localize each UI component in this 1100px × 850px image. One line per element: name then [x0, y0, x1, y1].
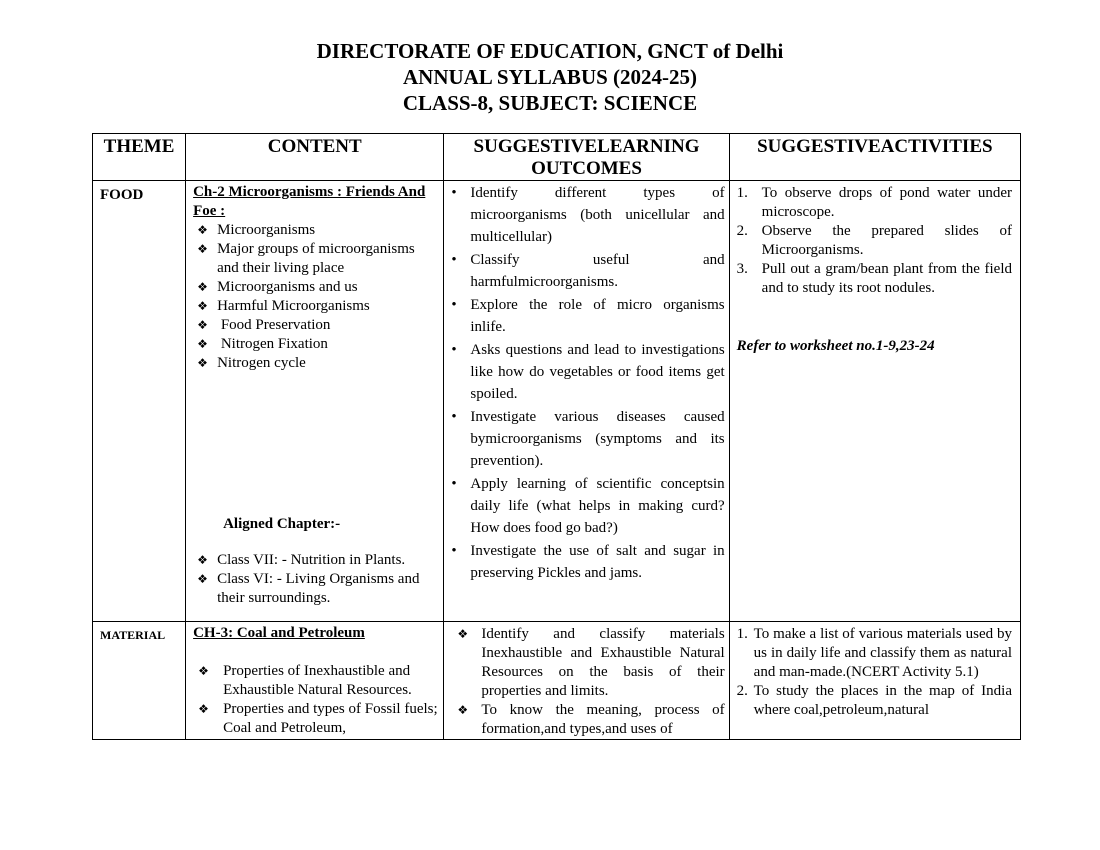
content-cell [186, 181, 444, 622]
diamond-bullet-icon: ❖ [197, 318, 208, 332]
list-item: ❖ Identify and classify materials Inexhaustible and Exhaustible Natural Resources on the basis of their properties and limits. [457, 626, 725, 699]
bullet-icon: • [451, 252, 457, 268]
activities-list [730, 184, 1020, 298]
bullet-icon: • [451, 543, 457, 559]
diamond-bullet-icon: ❖ [457, 627, 469, 641]
list-item: 2. Observe the prepared slides of Microorganisms. [736, 223, 1012, 258]
list-item: ❖ Properties of Inexhaustible and Exhaustible Natural Resources. [198, 663, 412, 698]
worksheet-reference: Refer to worksheet no.1-9,23-24 [736, 338, 935, 354]
aligned-chapter-list [186, 551, 443, 608]
syllabus-table [92, 133, 1021, 740]
outcomes-cell [444, 622, 729, 740]
table-row-material [93, 622, 1021, 740]
diamond-bullet-icon: ❖ [197, 223, 208, 237]
table-header-row [93, 134, 1021, 181]
bullet-icon: • [451, 297, 457, 313]
column-header-content: CONTENT [186, 134, 444, 181]
list-item: ❖ Nitrogen cycle [197, 355, 306, 371]
theme-cell: FOOD [93, 181, 186, 622]
list-item: • Investigate the use of salt and sugar in preserving Pickles and jams. [444, 540, 724, 584]
list-item: • Apply learning of scientific conceptsin daily life (what helps in making curd? How does food go bad?) [444, 473, 724, 539]
list-item: ❖ Class VII: - Nutrition in Plants. [197, 552, 406, 568]
list-item: 3. Pull out a gram/bean plant from the field and to study its root nodules. [736, 261, 1012, 296]
diamond-bullet-icon: ❖ [197, 242, 208, 256]
column-header-outcomes: SUGGESTIVELEARNING OUTCOMES [444, 134, 729, 181]
bullet-icon: • [451, 409, 457, 425]
diamond-bullet-icon: ❖ [197, 299, 208, 313]
column-header-theme: THEME [93, 134, 186, 181]
bullet-icon: • [451, 342, 457, 358]
diamond-bullet-icon: ❖ [197, 280, 208, 294]
bullet-icon: • [451, 476, 457, 492]
outcomes-cell [444, 181, 729, 622]
theme-cell: MATERIAL [93, 622, 186, 740]
header-annual-syllabus: ANNUAL SYLLABUS (2024-25) [402, 65, 698, 89]
list-item: • Explore the role of micro organisms inlife. [444, 294, 724, 338]
content-cell [186, 622, 444, 740]
list-item: ❖ Microorganisms and us [197, 279, 358, 295]
header-class-subject: CLASS-8, SUBJECT: SCIENCE [402, 91, 698, 115]
diamond-bullet-icon: ❖ [197, 337, 208, 351]
list-item: • Investigate various diseases caused bymicroorganisms (symptoms and its prevention). [444, 406, 724, 472]
diamond-bullet-icon: ❖ [197, 356, 208, 370]
content-list [186, 662, 443, 738]
list-item: • Asks questions and lead to investigations like how do vegetables or food items get spoiled. [444, 339, 724, 405]
activities-list [730, 625, 1020, 720]
list-item: ❖ Class VI: - Living Organisms and their surroundings. [197, 571, 420, 606]
diamond-bullet-icon: ❖ [457, 703, 469, 717]
list-item: ❖ Nitrogen Fixation [197, 336, 328, 352]
chapter-title: Ch-2 Microorganisms : Friends And Foe : [193, 184, 426, 219]
table-row-food [93, 181, 1021, 622]
list-item: ❖ To know the meaning, process of formation,and types,and uses of [457, 702, 725, 737]
diamond-bullet-icon: ❖ [198, 664, 209, 678]
list-item: ❖ Microorganisms [197, 222, 316, 238]
activities-cell [729, 622, 1020, 740]
list-item: 1. To observe drops of pond water under microscope. [736, 185, 1012, 220]
header-directorate: DIRECTORATE OF EDUCATION, GNCT of Delhi [316, 39, 784, 63]
list-item: 2. To study the places in the map of India where coal,petroleum,natural [736, 683, 1012, 718]
diamond-bullet-icon: ❖ [198, 702, 209, 716]
list-item: • Identify different types of microorganisms (both unicellular and multicellular) [444, 182, 724, 248]
outcomes-list [444, 625, 728, 739]
list-item: ❖ Major groups of microorganisms and their living place [197, 241, 415, 276]
column-header-activities: SUGGESTIVEACTIVITIES [729, 134, 1020, 181]
list-item: ❖ Food Preservation [197, 317, 331, 333]
aligned-chapter-label: Aligned Chapter:- [223, 516, 341, 532]
outcomes-list [444, 182, 728, 584]
diamond-bullet-icon: ❖ [197, 572, 208, 586]
chapter-title: CH-3: Coal and Petroleum [193, 625, 365, 641]
list-item: • Classify useful and harmfulmicroorganisms. [444, 249, 724, 293]
list-item: ❖ Properties and types of Fossil fuels; Coal and Petroleum, [198, 701, 438, 736]
activities-cell [729, 181, 1020, 622]
list-item: ❖ Harmful Microorganisms [197, 298, 370, 314]
content-list [186, 221, 443, 373]
diamond-bullet-icon: ❖ [197, 553, 208, 567]
list-item: 1. To make a list of various materials used by us in daily life and classify them as natural and man-made.(NCERT Activity 5.1) [736, 626, 1012, 680]
bullet-icon: • [451, 185, 457, 201]
